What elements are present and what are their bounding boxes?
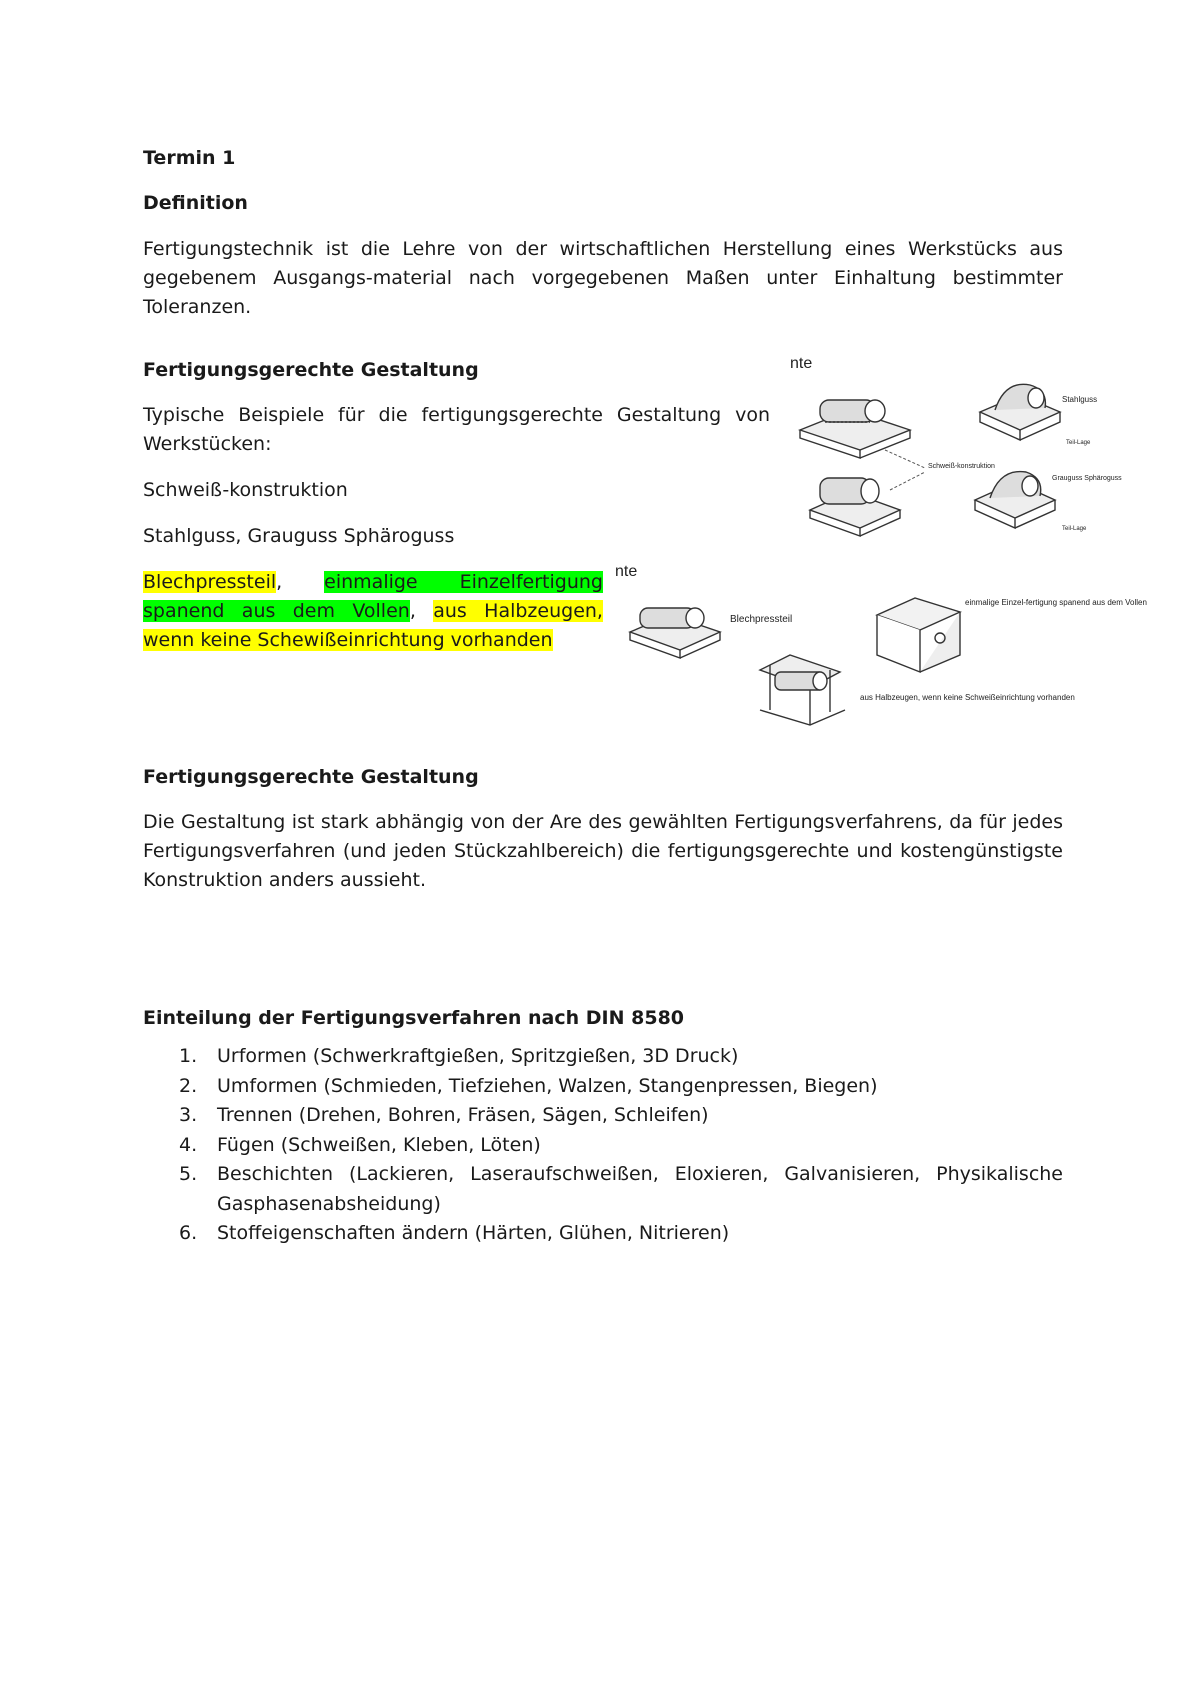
termin-heading: Termin 1 <box>143 147 236 169</box>
list-number: 6. <box>179 1222 198 1244</box>
label-teil-lage-1: Teil-Lage <box>1066 440 1091 446</box>
definition-paragraph: Fertigungstechnik ist die Lehre von der wirtschaftlichen Herstellung eines Werkstücks aus gegebenem Ausgangs-material nach vorgegebenen Maßen unter Einhaltung bestimmter Toleranzen. <box>143 238 1063 318</box>
section1-highlighted-paragraph <box>143 568 603 655</box>
welded-part-drawing-top <box>800 400 910 458</box>
label-teil-lage-2: Teil-Lage <box>1062 526 1087 532</box>
list-text: Beschichten (Lackieren, Laseraufschweißen, Eloxieren, Galvanisieren, Physikalische Gasphasenabsheidung) <box>217 1163 1063 1215</box>
label-halbzeugen: aus Halbzeugen, wenn keine Schweißeinrichtung vorhanden <box>860 693 1075 702</box>
list-item <box>143 1219 1063 1249</box>
section2-paragraph: Die Gestaltung ist stark abhängig von der Are des gewählten Fertigungsverfahrens, da für jedes Fertigungsverfahren (und jeden Stückzahlbereich) die fertigungsgerechte und kostengünstigste Konstruktion anders aussieht. <box>143 811 1063 891</box>
figure2-corner-text: nte <box>615 563 638 580</box>
welded-part-drawing-bottom <box>810 478 900 536</box>
label-stahlguss: Stahlguss <box>1062 395 1098 404</box>
definition-heading: Definition <box>143 192 248 214</box>
cast-part-drawing-bottom <box>975 472 1055 528</box>
list-number: 5. <box>179 1163 198 1185</box>
label-grauguss: Grauguss Sphäroguss <box>1052 475 1122 482</box>
section1-item-guss: Stahlguss, Grauguss Sphäroguss <box>143 525 455 547</box>
list-text: Fügen (Schweißen, Kleben, Löten) <box>217 1133 541 1156</box>
highlight-separator-1: , <box>276 571 325 593</box>
list-number: 3. <box>179 1104 198 1126</box>
highlight-blechpressteil: Blechpressteil <box>143 571 277 593</box>
semi-finished-part-drawing <box>760 655 845 725</box>
list-item <box>143 1160 1063 1219</box>
list-item <box>143 1101 1063 1131</box>
label-einzelfertigung: einmalige Einzel-fertigung spanend aus dem Vollen <box>965 598 1147 607</box>
figure-sheet-machined-examples <box>615 560 1147 740</box>
cast-part-drawing-top <box>980 384 1060 440</box>
figure-cast-welded-examples <box>790 350 1122 550</box>
list-text: Trennen (Drehen, Bohren, Fräsen, Sägen, Schleifen) <box>217 1104 709 1126</box>
highlight-einzelfertigung: einmalige Einzelfertigung spanend aus dem Vollen <box>143 571 603 622</box>
figure1-corner-text: nte <box>790 355 813 372</box>
section3-heading: Einteilung der Fertigungsverfahren nach DIN 8580 <box>143 1007 685 1029</box>
list-item <box>143 1072 1063 1102</box>
list-text: Umformen (Schmieden, Tiefziehen, Walzen, Stangenpressen, Biegen) <box>217 1074 878 1097</box>
din8580-list <box>143 1042 1063 1249</box>
label-blechpressteil: Blechpressteil <box>730 614 793 625</box>
section1-heading: Fertigungsgerechte Gestaltung <box>143 359 479 381</box>
sheet-metal-part-drawing <box>630 608 720 658</box>
list-text: Stoffeigenschaften ändern (Härten, Glühen, Nitrieren) <box>217 1222 730 1244</box>
highlight-halbzeugen: aus Halbzeugen, wenn keine Schewißeinrichtung vorhanden <box>143 600 603 651</box>
section1-item-schweiss: Schweiß-konstruktion <box>143 479 348 501</box>
label-schweisskonstruktion: Schweiß-konstruktion <box>928 463 995 470</box>
list-number: 4. <box>179 1133 198 1156</box>
highlight-separator-2: , <box>409 600 434 622</box>
list-item <box>143 1042 1063 1072</box>
machined-block-drawing <box>877 598 960 672</box>
section1-intro: Typische Beispiele für die fertigungsgerechte Gestaltung von Werkstücken: <box>143 404 770 455</box>
list-text: Urformen (Schwerkraftgießen, Spritzgießen, 3D Druck) <box>217 1045 739 1067</box>
list-number: 1. <box>179 1045 198 1067</box>
list-item <box>143 1131 1063 1161</box>
section2-heading: Fertigungsgerechte Gestaltung <box>143 766 479 788</box>
list-number: 2. <box>179 1074 198 1097</box>
